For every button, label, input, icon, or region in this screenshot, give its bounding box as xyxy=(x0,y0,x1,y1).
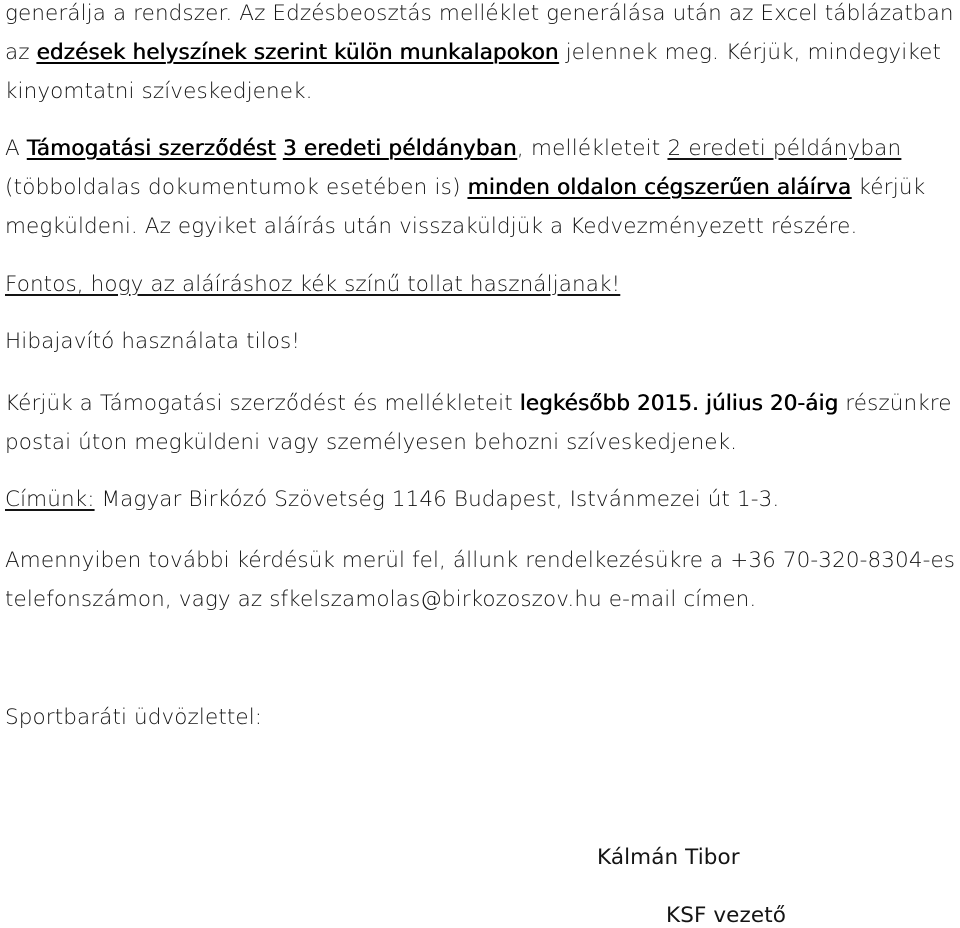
text: részünkre xyxy=(838,391,952,416)
paragraph-2-line-3: megküldeni. Az egyiket aláírás után visszaküldjük a Kedvezményezett részére. xyxy=(5,214,858,239)
emphasis-blue-pen: Fontos, hogy az aláíráshoz kék színű tollat használjanak! xyxy=(5,272,621,297)
text xyxy=(276,136,283,161)
emphasis-two-copies: 2 eredeti példányban xyxy=(667,136,902,161)
signature-name: Kálmán Tibor xyxy=(597,844,740,870)
paragraph-2-line-2 xyxy=(5,177,925,199)
text: A xyxy=(5,136,27,161)
paragraph-1-line-3: kinyomtatni szíveskedjenek. xyxy=(5,79,313,104)
paragraph-address xyxy=(5,489,779,511)
address-text: Magyar Birkózó Szövetség 1146 Budapest, Istvánmezei út 1-3. xyxy=(94,487,780,512)
text: , mellékleteit xyxy=(516,136,668,161)
paragraph-deadline-line-2: postai úton megküldeni vagy személyesen behozni szíveskedjenek. xyxy=(5,430,738,455)
signature-title: KSF vezető xyxy=(666,902,786,928)
emphasis-contract: Támogatási szerződést xyxy=(26,136,276,161)
paragraph-no-correction: Hibajavító használata tilos! xyxy=(5,329,301,354)
paragraph-1-line-2 xyxy=(5,42,941,64)
paragraph-1-line-1: generálja a rendszer. Az Edzésbeosztás melléklet generálása után az Excel táblázatban xyxy=(5,1,954,26)
paragraph-blue-pen xyxy=(5,274,620,296)
text: kérjük xyxy=(851,175,926,200)
paragraph-2-line-1 xyxy=(5,138,901,160)
address-label: Címünk: xyxy=(5,487,95,512)
paragraph-contact-line-1: Amennyiben további kérdésük merül fel, állunk rendelkezésükre a +36 70-320-8304-es xyxy=(5,548,956,573)
text: jelennek meg. Kérjük, mindegyiket xyxy=(558,40,941,65)
emphasis-three-copies: 3 eredeti példányban xyxy=(282,136,517,161)
emphasis-worksheets: edzések helyszínek szerint külön munkalapokon xyxy=(36,40,559,65)
closing-greeting: Sportbaráti üdvözlettel: xyxy=(5,705,263,730)
paragraph-contact-line-2: telefonszámon, vagy az sfkelszamolas@birkozoszov.hu e-mail címen. xyxy=(5,587,757,612)
text: (többoldalas dokumentumok esetében is) xyxy=(5,175,468,200)
emphasis-signed: minden oldalon cégszerűen aláírva xyxy=(467,175,852,200)
text: az xyxy=(5,40,37,65)
text: Kérjük a Támogatási szerződést és mellékleteit xyxy=(5,391,520,416)
emphasis-deadline: legkésőbb 2015. július 20-áig xyxy=(519,391,839,416)
paragraph-deadline-line-1 xyxy=(5,393,952,415)
